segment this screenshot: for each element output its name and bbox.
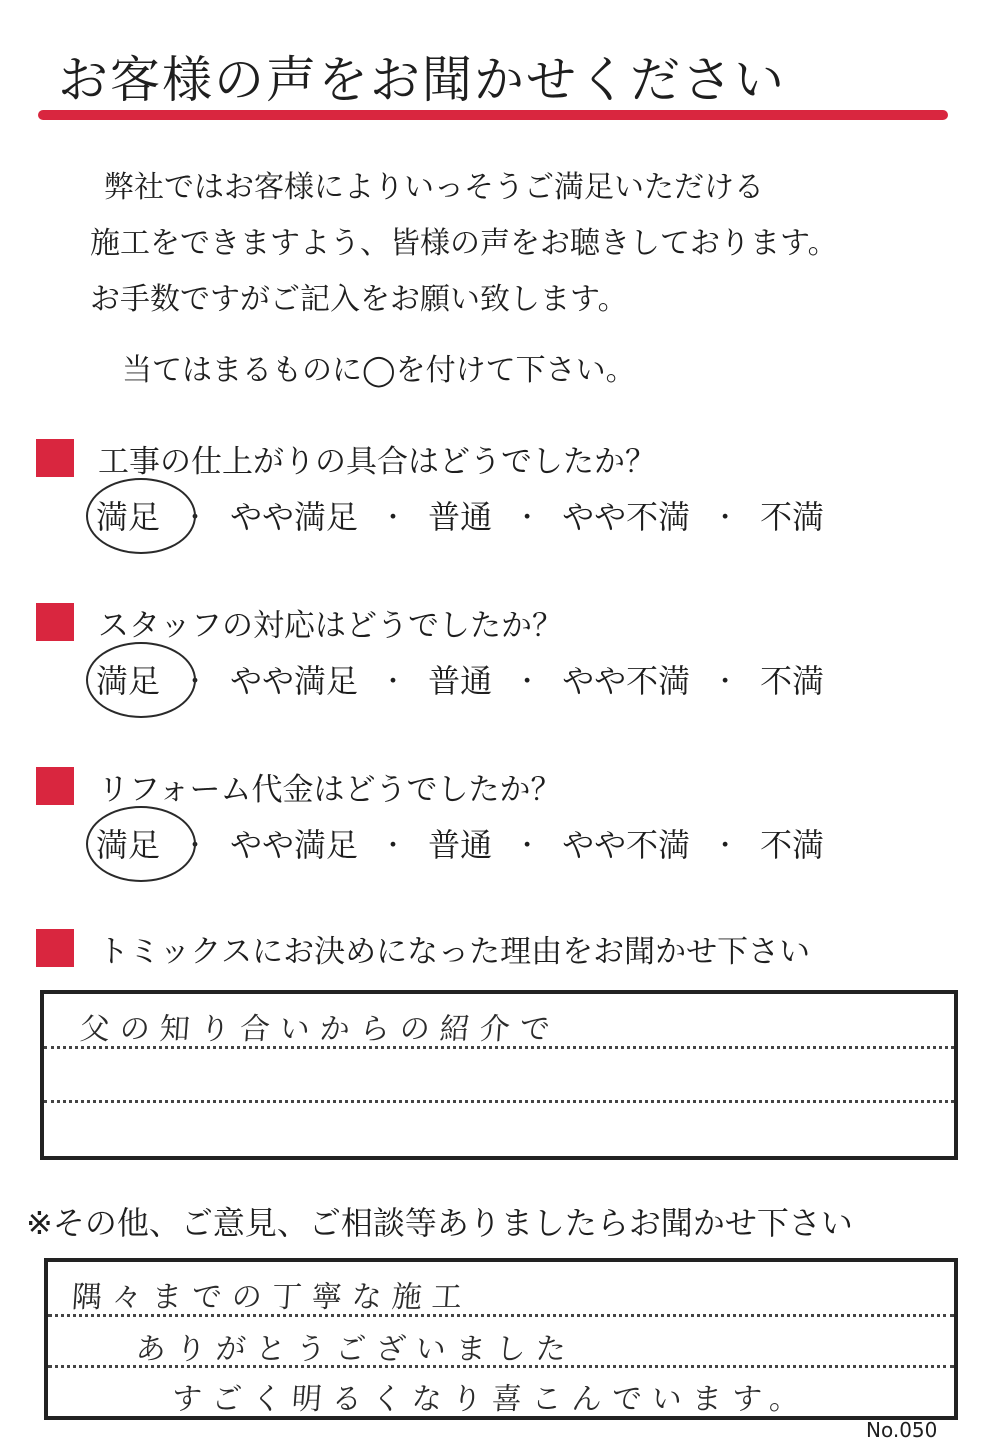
answer-options — [36, 490, 976, 540]
comment-line-3: すごく明るくなり喜こんでいます。 — [170, 1382, 811, 1417]
selected-circle-mark — [86, 642, 196, 718]
option-neutral[interactable]: 普通 — [428, 662, 493, 700]
answer-options — [36, 654, 976, 704]
option-somewhat-dissatisfied[interactable]: やや不満 — [562, 662, 691, 700]
option-somewhat-dissatisfied[interactable]: やや不満 — [562, 498, 691, 536]
question-1 — [36, 436, 976, 540]
option-separator: ・ — [514, 666, 541, 697]
option-separator: ・ — [514, 502, 541, 533]
option-satisfied[interactable]: 満足 — [96, 498, 161, 536]
question-marker-icon — [36, 439, 74, 477]
option-dissatisfied[interactable]: 不満 — [760, 662, 825, 700]
comments-answer-box[interactable] — [44, 1258, 958, 1420]
writing-line — [44, 1100, 954, 1103]
option-separator: ・ — [182, 666, 209, 697]
intro-line-2: 施工をできますよう、皆様の声をお聴きしております。 — [90, 226, 838, 261]
option-neutral[interactable]: 普通 — [428, 498, 493, 536]
option-separator: ・ — [712, 502, 739, 533]
question-text: 工事の仕上がりの具合はどうでしたか？ — [98, 443, 656, 480]
question-marker-icon — [36, 929, 74, 967]
page-title: お客様の声をお聞かせください — [58, 51, 786, 109]
reason-section — [36, 926, 976, 970]
question-text: スタッフの対応はどうでしたか？ — [98, 607, 563, 644]
intro-text — [90, 160, 838, 328]
intro-line-3: お手数ですがご記入をお願い致します。 — [90, 282, 628, 317]
option-satisfied[interactable]: 満足 — [96, 826, 161, 864]
option-somewhat-satisfied[interactable]: やや満足 — [230, 826, 359, 864]
option-separator: ・ — [514, 830, 541, 861]
option-separator: ・ — [380, 666, 407, 697]
comments-heading: ※その他、ご意見、ご相談等ありましたらお聞かせ下さい — [26, 1204, 853, 1242]
intro-line-1: 弊社ではお客様によりいっそうご満足いただける — [104, 170, 764, 205]
question-marker-icon — [36, 603, 74, 641]
option-somewhat-satisfied[interactable]: やや満足 — [230, 498, 359, 536]
reason-answer-box[interactable] — [40, 990, 958, 1160]
document-number: No.050 — [866, 1418, 938, 1442]
comment-line-1: 隅々までの丁寧な施工 — [70, 1280, 473, 1315]
question-text: リフォーム代金はどうでしたか？ — [98, 771, 562, 808]
option-separator: ・ — [182, 830, 209, 861]
option-somewhat-dissatisfied[interactable]: やや不満 — [562, 826, 691, 864]
option-somewhat-satisfied[interactable]: やや満足 — [230, 662, 359, 700]
option-separator: ・ — [712, 666, 739, 697]
instruction-text: 当てはまるものに◯を付けて下さい。 — [122, 353, 636, 388]
option-separator: ・ — [380, 502, 407, 533]
option-dissatisfied[interactable]: 不満 — [760, 826, 825, 864]
option-separator: ・ — [712, 830, 739, 861]
title-underline — [38, 110, 948, 120]
answer-options — [36, 818, 976, 868]
option-separator: ・ — [182, 502, 209, 533]
selected-circle-mark — [86, 806, 196, 882]
option-separator: ・ — [380, 830, 407, 861]
reason-answer-text: 父の知り合いからの紹介で — [78, 1012, 561, 1047]
option-dissatisfied[interactable]: 不満 — [760, 498, 825, 536]
comment-line-2: ありがとうございました — [134, 1332, 577, 1367]
question-marker-icon — [36, 767, 74, 805]
reason-heading: トミックスにお決めになった理由をお聞かせ下さい — [98, 933, 811, 970]
selected-circle-mark — [86, 478, 196, 554]
option-neutral[interactable]: 普通 — [428, 826, 493, 864]
question-3 — [36, 764, 976, 868]
option-satisfied[interactable]: 満足 — [96, 662, 161, 700]
question-2 — [36, 600, 976, 704]
